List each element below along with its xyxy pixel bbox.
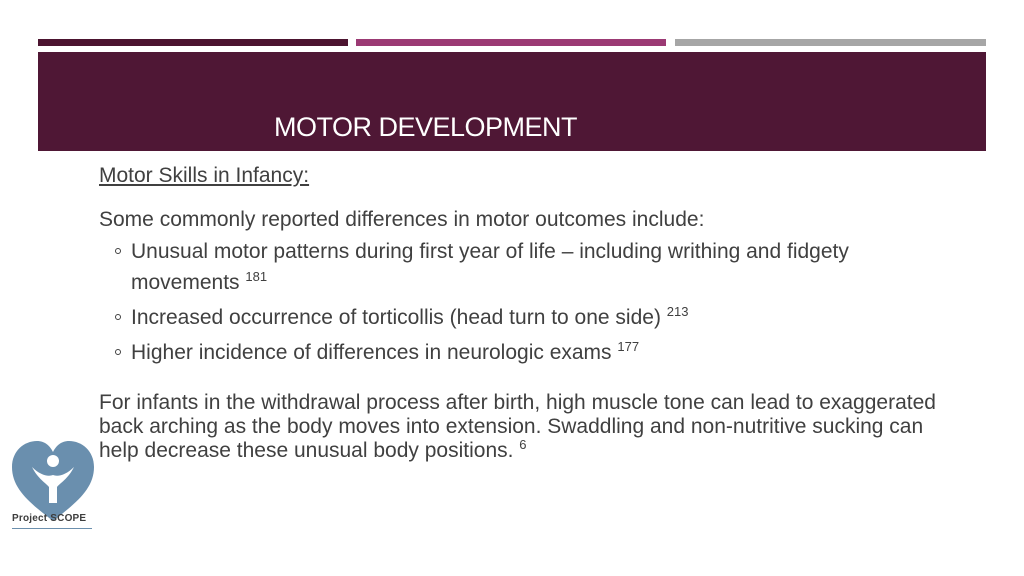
bullet-item xyxy=(113,337,959,368)
logo-text: Project SCOPE xyxy=(12,513,87,524)
intro-text: Some commonly reported differences in motor outcomes include: xyxy=(99,208,705,231)
accent-stripe-dark xyxy=(38,39,348,46)
citation-ref: 181 xyxy=(245,269,268,284)
accent-stripe-gray xyxy=(675,39,986,46)
bullet-text: Unusual motor patterns during first year of life – including writhing and fidgety movements xyxy=(131,240,849,294)
citation-ref: 177 xyxy=(617,339,640,354)
slide-content xyxy=(99,160,959,463)
bullet-text: Higher incidence of differences in neurologic exams xyxy=(131,341,618,364)
paragraph-text: For infants in the withdrawal process after birth, high muscle tone can lead to exaggerated back arching as the body moves into extension. Swaddling and non-nutritive sucking can help decrease these unusual body positions. xyxy=(99,391,936,462)
circle-bullet-icon xyxy=(115,248,121,254)
figure-head xyxy=(47,455,59,467)
bullet-text: Increased occurrence of torticollis (head turn to one side) xyxy=(131,306,667,329)
accent-stripe-magenta xyxy=(356,39,666,46)
logo-underline xyxy=(12,528,92,529)
circle-bullet-icon xyxy=(115,349,121,355)
citation-ref: 6 xyxy=(519,437,527,452)
citation-ref: 213 xyxy=(666,304,689,319)
body-paragraph xyxy=(99,391,959,463)
slide-title: MOTOR DEVELOPMENT xyxy=(274,112,578,142)
bullet-item xyxy=(113,302,959,333)
subheading: Motor Skills in Infancy: xyxy=(99,164,310,187)
circle-bullet-icon xyxy=(115,314,121,320)
bullet-item xyxy=(113,236,959,298)
bullet-list xyxy=(99,236,959,368)
